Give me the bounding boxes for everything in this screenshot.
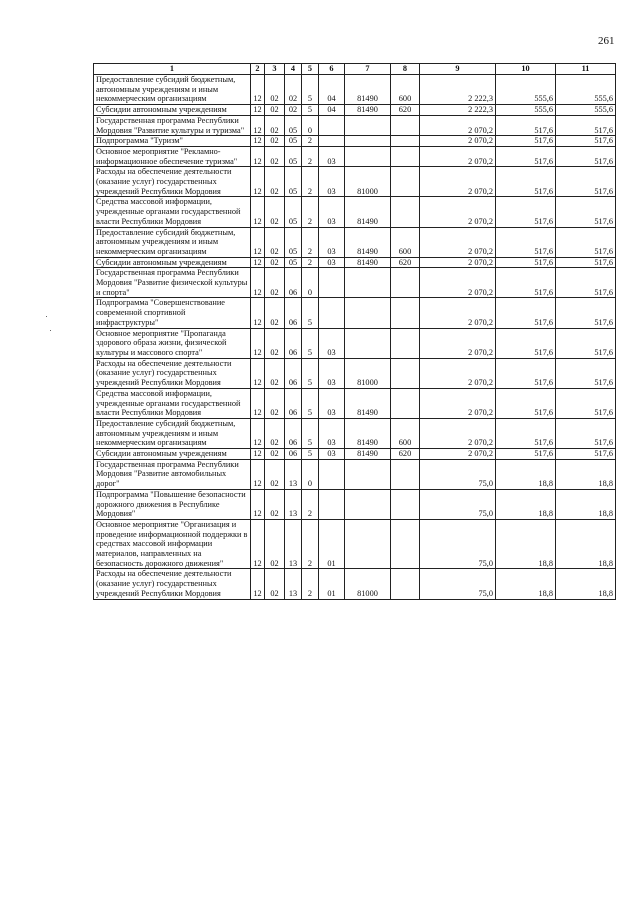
code-cell: 12 — [251, 358, 265, 388]
code-cell: 02 — [265, 197, 285, 227]
code-cell: 81000 — [345, 167, 391, 197]
column-header: 11 — [556, 64, 616, 75]
table-row — [94, 105, 616, 116]
code-cell: 03 — [319, 358, 345, 388]
amount-cell: 18,8 — [556, 569, 616, 599]
amount-cell: 2 070,2 — [420, 328, 496, 358]
code-cell: 12 — [251, 449, 265, 460]
code-cell: 12 — [251, 115, 265, 135]
amount-cell: 517,6 — [496, 449, 556, 460]
code-cell: 12 — [251, 167, 265, 197]
amount-cell: 517,6 — [556, 268, 616, 298]
code-cell: 05 — [285, 146, 302, 166]
code-cell: 600 — [391, 418, 420, 448]
code-cell — [345, 146, 391, 166]
column-header: 1 — [94, 64, 251, 75]
table-row — [94, 358, 616, 388]
code-cell: 06 — [285, 388, 302, 418]
column-header: 5 — [302, 64, 319, 75]
scan-speck — [50, 330, 51, 331]
amount-cell: 517,6 — [556, 388, 616, 418]
code-cell: 04 — [319, 75, 345, 105]
amount-cell: 2 070,2 — [420, 298, 496, 328]
code-cell: 01 — [319, 569, 345, 599]
code-cell: 2 — [302, 136, 319, 147]
code-cell: 13 — [285, 569, 302, 599]
code-cell: 02 — [265, 489, 285, 519]
amount-cell: 18,8 — [556, 489, 616, 519]
amount-cell: 2 070,2 — [420, 449, 496, 460]
table-row — [94, 257, 616, 268]
amount-cell: 517,6 — [556, 197, 616, 227]
code-cell — [391, 489, 420, 519]
amount-cell: 517,6 — [556, 136, 616, 147]
code-cell: 03 — [319, 197, 345, 227]
amount-cell: 517,6 — [496, 257, 556, 268]
scan-speck — [46, 316, 47, 317]
code-cell: 81490 — [345, 75, 391, 105]
code-cell: 03 — [319, 146, 345, 166]
code-cell: 04 — [319, 105, 345, 116]
amount-cell: 2 070,2 — [420, 146, 496, 166]
table-row — [94, 388, 616, 418]
code-cell: 5 — [302, 298, 319, 328]
amount-cell: 517,6 — [496, 146, 556, 166]
code-cell — [345, 328, 391, 358]
amount-cell: 517,6 — [556, 227, 616, 257]
table-row — [94, 489, 616, 519]
code-cell: 02 — [265, 358, 285, 388]
code-cell: 02 — [265, 167, 285, 197]
code-cell: 620 — [391, 105, 420, 116]
code-cell: 0 — [302, 459, 319, 489]
table-row — [94, 227, 616, 257]
code-cell — [391, 197, 420, 227]
code-cell: 2 — [302, 167, 319, 197]
table-row — [94, 115, 616, 135]
code-cell — [391, 268, 420, 298]
code-cell: 620 — [391, 449, 420, 460]
code-cell: 06 — [285, 328, 302, 358]
row-name: Основное мероприятие "Пропаганда здорового образа жизни, физической культуры и массового спорта" — [94, 328, 251, 358]
code-cell: 5 — [302, 105, 319, 116]
code-cell: 81000 — [345, 569, 391, 599]
code-cell: 2 — [302, 489, 319, 519]
code-cell: 81490 — [345, 388, 391, 418]
table-row — [94, 328, 616, 358]
code-cell: 06 — [285, 449, 302, 460]
code-cell: 2 — [302, 197, 319, 227]
code-cell: 06 — [285, 418, 302, 448]
code-cell: 12 — [251, 388, 265, 418]
code-cell — [391, 569, 420, 599]
code-cell: 02 — [265, 75, 285, 105]
code-cell: 13 — [285, 519, 302, 569]
amount-cell: 2 070,2 — [420, 136, 496, 147]
code-cell: 12 — [251, 489, 265, 519]
code-cell: 03 — [319, 418, 345, 448]
amount-cell: 517,6 — [496, 268, 556, 298]
amount-cell: 517,6 — [496, 358, 556, 388]
code-cell: 5 — [302, 388, 319, 418]
code-cell: 2 — [302, 257, 319, 268]
code-cell: 12 — [251, 197, 265, 227]
amount-cell: 2 070,2 — [420, 257, 496, 268]
code-cell — [345, 136, 391, 147]
code-cell: 03 — [319, 227, 345, 257]
code-cell — [391, 136, 420, 147]
table-row — [94, 268, 616, 298]
code-cell — [319, 136, 345, 147]
row-name: Расходы на обеспечение деятельности (оказание услуг) государственных учреждений Республики Мордовия — [94, 167, 251, 197]
amount-cell: 2 070,2 — [420, 115, 496, 135]
code-cell: 5 — [302, 75, 319, 105]
amount-cell: 517,6 — [496, 298, 556, 328]
amount-cell: 517,6 — [496, 167, 556, 197]
row-name: Основное мероприятие "Рекламно-информационное обеспечение туризма" — [94, 146, 251, 166]
table-row — [94, 459, 616, 489]
code-cell — [345, 268, 391, 298]
amount-cell: 18,8 — [496, 569, 556, 599]
code-cell: 02 — [265, 519, 285, 569]
code-cell: 02 — [265, 328, 285, 358]
amount-cell: 2 070,2 — [420, 418, 496, 448]
code-cell — [391, 167, 420, 197]
row-name: Субсидии автономным учреждениям — [94, 105, 251, 116]
table-row — [94, 418, 616, 448]
code-cell: 13 — [285, 489, 302, 519]
code-cell: 02 — [285, 75, 302, 105]
code-cell — [345, 459, 391, 489]
code-cell: 0 — [302, 115, 319, 135]
code-cell: 12 — [251, 75, 265, 105]
amount-cell: 517,6 — [496, 227, 556, 257]
code-cell: 81490 — [345, 418, 391, 448]
amount-cell: 18,8 — [556, 459, 616, 489]
code-cell: 12 — [251, 298, 265, 328]
code-cell: 06 — [285, 268, 302, 298]
code-cell: 05 — [285, 115, 302, 135]
code-cell: 81490 — [345, 227, 391, 257]
amount-cell: 555,6 — [496, 75, 556, 105]
amount-cell: 517,6 — [556, 298, 616, 328]
code-cell: 02 — [265, 227, 285, 257]
code-cell: 03 — [319, 257, 345, 268]
row-name: Основное мероприятие "Организация и проведение информационной поддержки в средствах массовой информации материалов, направленных на безопасность дорожного движения" — [94, 519, 251, 569]
code-cell: 02 — [265, 449, 285, 460]
amount-cell: 2 070,2 — [420, 197, 496, 227]
amount-cell: 517,6 — [496, 388, 556, 418]
code-cell — [319, 268, 345, 298]
amount-cell: 75,0 — [420, 569, 496, 599]
table-row — [94, 519, 616, 569]
table-row — [94, 146, 616, 166]
column-header: 8 — [391, 64, 420, 75]
amount-cell: 517,6 — [496, 328, 556, 358]
amount-cell: 555,6 — [556, 75, 616, 105]
code-cell: 05 — [285, 227, 302, 257]
code-cell: 03 — [319, 449, 345, 460]
code-cell — [319, 489, 345, 519]
column-header: 9 — [420, 64, 496, 75]
code-cell: 02 — [265, 146, 285, 166]
code-cell — [345, 489, 391, 519]
code-cell: 5 — [302, 358, 319, 388]
column-header: 2 — [251, 64, 265, 75]
code-cell: 06 — [285, 358, 302, 388]
amount-cell: 517,6 — [556, 257, 616, 268]
code-cell: 5 — [302, 449, 319, 460]
page-number: 261 — [598, 35, 615, 47]
budget-table — [93, 63, 616, 600]
code-cell: 13 — [285, 459, 302, 489]
amount-cell: 517,6 — [556, 167, 616, 197]
code-cell — [391, 519, 420, 569]
amount-cell: 2 070,2 — [420, 388, 496, 418]
code-cell: 5 — [302, 328, 319, 358]
code-cell: 02 — [265, 136, 285, 147]
code-cell — [391, 358, 420, 388]
amount-cell: 517,6 — [556, 418, 616, 448]
row-name: Государственная программа Республики Мордовия "Развитие физической культуры и спорта" — [94, 268, 251, 298]
amount-cell: 18,8 — [496, 459, 556, 489]
column-header: 3 — [265, 64, 285, 75]
code-cell: 81000 — [345, 358, 391, 388]
column-header: 4 — [285, 64, 302, 75]
code-cell: 0 — [302, 268, 319, 298]
code-cell: 02 — [265, 115, 285, 135]
column-header: 6 — [319, 64, 345, 75]
code-cell: 05 — [285, 257, 302, 268]
code-cell: 12 — [251, 569, 265, 599]
code-cell: 81490 — [345, 105, 391, 116]
code-cell: 02 — [265, 569, 285, 599]
code-cell — [319, 459, 345, 489]
amount-cell: 2 070,2 — [420, 227, 496, 257]
amount-cell: 18,8 — [496, 489, 556, 519]
row-name: Расходы на обеспечение деятельности (оказание услуг) государственных учреждений Республики Мордовия — [94, 358, 251, 388]
table-row — [94, 75, 616, 105]
code-cell: 12 — [251, 268, 265, 298]
code-cell: 03 — [319, 388, 345, 418]
amount-cell: 2 070,2 — [420, 268, 496, 298]
code-cell: 12 — [251, 257, 265, 268]
column-header: 10 — [496, 64, 556, 75]
code-cell: 02 — [265, 388, 285, 418]
row-name: Расходы на обеспечение деятельности (оказание услуг) государственных учреждений Республики Мордовия — [94, 569, 251, 599]
code-cell: 02 — [265, 257, 285, 268]
code-cell: 02 — [265, 105, 285, 116]
amount-cell: 555,6 — [496, 105, 556, 116]
code-cell — [391, 388, 420, 418]
table-header-row — [94, 64, 616, 75]
code-cell: 02 — [265, 268, 285, 298]
code-cell — [345, 519, 391, 569]
amount-cell: 517,6 — [496, 136, 556, 147]
code-cell — [319, 115, 345, 135]
table-row — [94, 136, 616, 147]
amount-cell: 517,6 — [496, 418, 556, 448]
row-name: Предоставление субсидий бюджетным, автономным учреждениям и иным некоммерческим организациям — [94, 418, 251, 448]
row-name: Субсидии автономным учреждениям — [94, 449, 251, 460]
row-name: Предоставление субсидий бюджетным, автономным учреждениям и иным некоммерческим организациям — [94, 227, 251, 257]
amount-cell: 75,0 — [420, 459, 496, 489]
table-row — [94, 197, 616, 227]
code-cell: 01 — [319, 519, 345, 569]
amount-cell: 517,6 — [556, 115, 616, 135]
code-cell: 12 — [251, 105, 265, 116]
code-cell: 03 — [319, 167, 345, 197]
row-name: Государственная программа Республики Мордовия "Развитие культуры и туризма" — [94, 115, 251, 135]
row-name: Подпрограмма "Совершенствование современной спортивной инфраструктуры" — [94, 298, 251, 328]
code-cell: 02 — [265, 459, 285, 489]
row-name: Государственная программа Республики Мордовия "Развитие автомобильных дорог" — [94, 459, 251, 489]
amount-cell: 2 222,3 — [420, 75, 496, 105]
table-row — [94, 167, 616, 197]
code-cell: 12 — [251, 328, 265, 358]
row-name: Субсидии автономным учреждениям — [94, 257, 251, 268]
code-cell — [319, 298, 345, 328]
code-cell: 02 — [265, 418, 285, 448]
amount-cell: 555,6 — [556, 105, 616, 116]
code-cell — [391, 298, 420, 328]
code-cell: 81490 — [345, 449, 391, 460]
table-row — [94, 569, 616, 599]
code-cell: 81490 — [345, 257, 391, 268]
code-cell: 05 — [285, 167, 302, 197]
code-cell — [391, 146, 420, 166]
code-cell: 600 — [391, 75, 420, 105]
amount-cell: 18,8 — [496, 519, 556, 569]
table-row — [94, 298, 616, 328]
amount-cell: 2 222,3 — [420, 105, 496, 116]
code-cell: 2 — [302, 519, 319, 569]
code-cell: 2 — [302, 227, 319, 257]
row-name: Подпрограмма "Туризм" — [94, 136, 251, 147]
table-row — [94, 449, 616, 460]
amount-cell: 2 070,2 — [420, 167, 496, 197]
code-cell: 12 — [251, 136, 265, 147]
code-cell — [391, 328, 420, 358]
code-cell: 02 — [285, 105, 302, 116]
code-cell — [391, 459, 420, 489]
column-header: 7 — [345, 64, 391, 75]
amount-cell: 517,6 — [556, 358, 616, 388]
code-cell: 12 — [251, 146, 265, 166]
amount-cell: 18,8 — [556, 519, 616, 569]
code-cell: 12 — [251, 459, 265, 489]
amount-cell: 75,0 — [420, 519, 496, 569]
code-cell: 06 — [285, 298, 302, 328]
row-name: Средства массовой информации, учрежденные органами государственной власти Республики Мордовия — [94, 197, 251, 227]
row-name: Предоставление субсидий бюджетным, автономным учреждениям и иным некоммерческим организациям — [94, 75, 251, 105]
code-cell: 2 — [302, 569, 319, 599]
amount-cell: 2 070,2 — [420, 358, 496, 388]
code-cell — [345, 298, 391, 328]
code-cell: 600 — [391, 227, 420, 257]
row-name: Подпрограмма "Повышение безопасности дорожного движения в Республике Мордовия" — [94, 489, 251, 519]
code-cell — [391, 115, 420, 135]
table-body — [94, 64, 616, 600]
code-cell: 12 — [251, 519, 265, 569]
code-cell: 2 — [302, 146, 319, 166]
code-cell: 02 — [265, 298, 285, 328]
code-cell: 05 — [285, 197, 302, 227]
code-cell: 12 — [251, 418, 265, 448]
amount-cell: 517,6 — [556, 449, 616, 460]
amount-cell: 517,6 — [556, 146, 616, 166]
amount-cell: 517,6 — [496, 197, 556, 227]
code-cell: 03 — [319, 328, 345, 358]
code-cell: 81490 — [345, 197, 391, 227]
amount-cell: 75,0 — [420, 489, 496, 519]
amount-cell: 517,6 — [556, 328, 616, 358]
code-cell: 5 — [302, 418, 319, 448]
code-cell: 05 — [285, 136, 302, 147]
code-cell: 620 — [391, 257, 420, 268]
code-cell — [345, 115, 391, 135]
row-name: Средства массовой информации, учрежденные органами государственной власти Республики Мордовия — [94, 388, 251, 418]
amount-cell: 517,6 — [496, 115, 556, 135]
code-cell: 12 — [251, 227, 265, 257]
